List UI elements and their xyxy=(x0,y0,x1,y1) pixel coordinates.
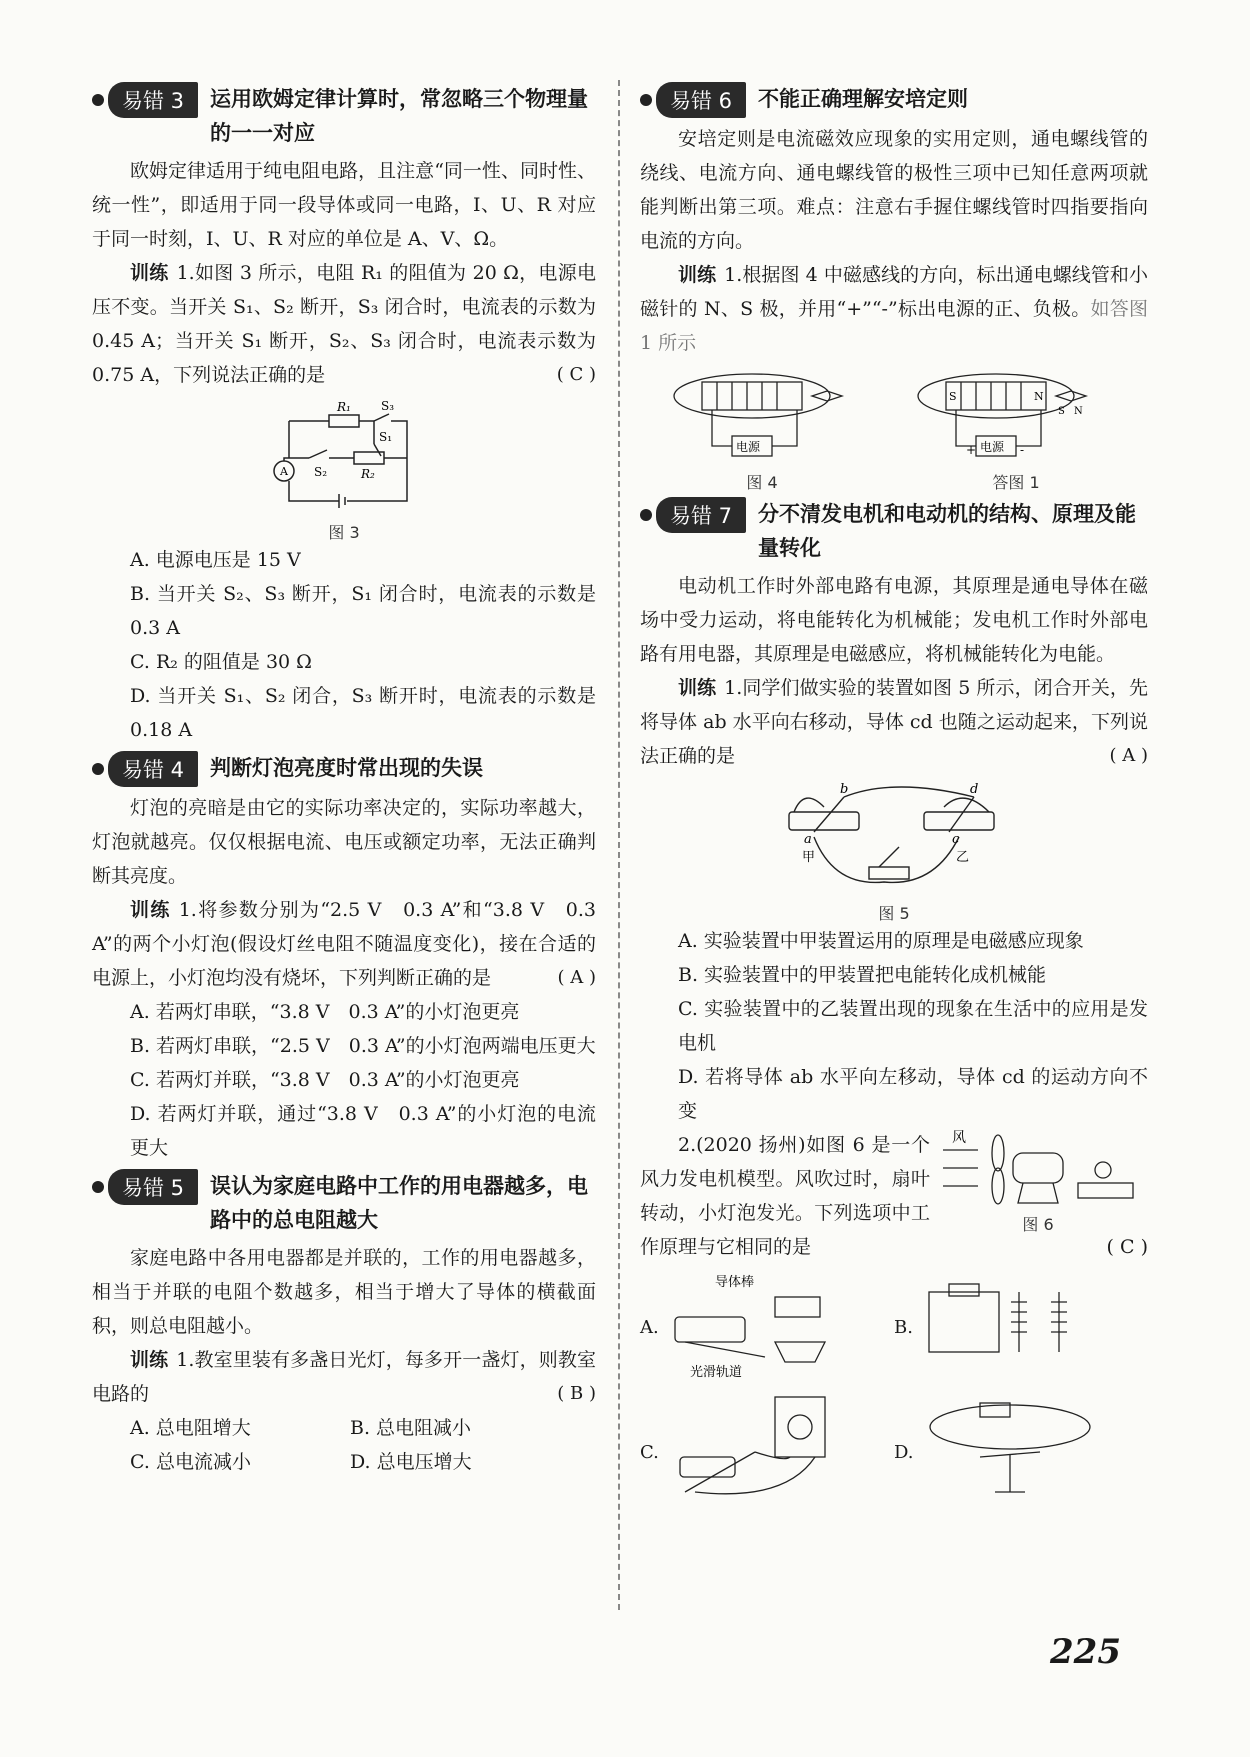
option-c: C. 实验装置中的乙装置出现的现象在生活中的应用是发电机 xyxy=(678,998,1148,1054)
option-b: B. 若两灯串联，“2.5 V 0.3 A”的小灯泡两端电压更大 xyxy=(130,1035,596,1057)
wind-generator-figure xyxy=(938,1128,1138,1208)
wind-label: 风 xyxy=(952,1130,966,1146)
bullet-icon xyxy=(640,509,652,521)
option-a: A. 若两灯串联，“3.8 V 0.3 A”的小灯泡更亮 xyxy=(130,1001,520,1023)
bullet-icon xyxy=(92,763,104,775)
choice-d-label: D. xyxy=(894,1441,914,1463)
choice-a-label: A. xyxy=(640,1316,659,1338)
choice-figures xyxy=(640,1272,1148,1512)
training-label: 训练 xyxy=(678,677,717,699)
question-text: 1.将参数分别为“2.5 V 0.3 A”和“3.8 V 0.3 A”的两个小灯泡(假设灯丝电阻不随温度变化)，接在合适的电源上，小灯泡均没有烧坏，下列判断正确的是 xyxy=(92,899,596,989)
section-intro: 灯泡的亮暗是由它的实际功率决定的，实际功率越大，灯泡就越亮。仅仅根据电流、电压或额定功率，无法正确判断其亮度。 xyxy=(92,797,596,887)
pole-s-label: S xyxy=(949,390,957,403)
figures-row xyxy=(640,366,1148,493)
power-label: 电源 xyxy=(980,440,1005,454)
section-badge: 易错 6 xyxy=(656,82,746,118)
options-row xyxy=(92,1411,596,1445)
label-a: a xyxy=(804,832,812,847)
section-title: 误认为家庭电路中工作的用电器越多，电路中的总电阻越大 xyxy=(210,1174,589,1232)
r1-label: R₁ xyxy=(337,400,351,414)
plus-label: + xyxy=(966,443,977,457)
question-text: 1.教室里装有多盏日光灯，每多开一盏灯，则教室电路的 xyxy=(92,1349,596,1405)
section-heading-5 xyxy=(92,1169,596,1237)
section-heading-7 xyxy=(640,497,1148,565)
option-a: A. 电源电压是 15 V xyxy=(130,549,301,571)
option-a: A. 总电阻增大 xyxy=(130,1417,251,1439)
section-intro: 安培定则是电流磁效应现象的实用定则，通电螺线管的绕线、电流方向、通电螺线管的极性三项中已知任意两项就能判断出第三项。难点：注意右手握住螺线管时四指要指向电流的方向。 xyxy=(640,128,1148,252)
answer: ( C ) xyxy=(556,364,596,385)
figure-caption: 图 5 xyxy=(878,904,910,923)
question xyxy=(640,671,1148,773)
electromagnet-figure xyxy=(919,1272,1099,1382)
section-heading-3 xyxy=(92,82,596,150)
section-intro: 电动机工作时外部电路有电源，其原理是通电导体在磁场中受力运动，将电能转化为机械能；发电机工作时外部电路有用电器，其原理是电磁感应，将机械能转化为电能。 xyxy=(640,575,1148,665)
motor-generator-figure xyxy=(774,777,1014,897)
compass-wire-figure xyxy=(920,1397,1100,1507)
s1-label: S₁ xyxy=(379,430,393,444)
section-heading-6 xyxy=(640,82,1148,118)
ammeter-label: A xyxy=(280,465,288,478)
s3-label: S₃ xyxy=(381,399,395,413)
answer-figure-1 xyxy=(916,366,1116,493)
question-2-block xyxy=(640,1128,1148,1264)
answer-hint: 如答图 1 所示 xyxy=(640,298,1148,354)
figure-caption: 图 3 xyxy=(328,523,360,542)
choice-c-figure xyxy=(640,1392,894,1512)
choice-a-figure xyxy=(640,1272,894,1382)
training-label: 训练 xyxy=(130,262,169,284)
option-b: B. 当开关 S₂、S₃ 断开，S₁ 闭合时，电流表的示数是 0.3 A xyxy=(130,583,596,639)
section-intro: 家庭电路中各用电器都是并联的，工作的用电器越多，相当于并联的电阻个数越多，相当于增大了导体的横截面积，则总电阻越小。 xyxy=(92,1247,596,1337)
rail-figure xyxy=(665,1272,845,1382)
minus-label: - xyxy=(1020,443,1025,457)
option-d: D. 若两灯并联，通过“3.8 V 0.3 A”的小灯泡的电流更大 xyxy=(130,1103,596,1159)
choice-c-label: C. xyxy=(640,1441,659,1463)
section-heading-4 xyxy=(92,751,596,787)
section-intro: 欧姆定律适用于纯电阻电路，且注意“同一性、同时性、统一性”，即适用于同一段导体或同一电路，I、U、R 对应于同一时刻，I、U、R 对应的单位是 A、V、Ω。 xyxy=(92,160,596,250)
label-c: c xyxy=(952,832,960,847)
needle-n-label: N xyxy=(1074,406,1083,417)
circuit-figure-3 xyxy=(269,396,419,516)
section-badge: 易错 5 xyxy=(108,1169,198,1205)
solenoid-figure xyxy=(672,366,852,466)
column-divider xyxy=(618,80,620,1610)
pole-n-label: N xyxy=(1034,390,1044,403)
figure-4 xyxy=(672,366,852,493)
figure-caption: 答图 1 xyxy=(992,473,1040,492)
training-label: 训练 xyxy=(130,899,171,921)
question xyxy=(92,893,596,995)
question-2-text: 2.(2020 扬州)如图 6 是一个风力发电机模型。风吹过时，扇叶转动，小灯泡发光。下列选项中工作原理与它相同的是 xyxy=(640,1134,930,1258)
option-d: D. 总电压增大 xyxy=(350,1451,472,1473)
section-badge: 易错 4 xyxy=(108,751,198,787)
figure-caption: 图 6 xyxy=(1022,1215,1054,1234)
label-yi: 乙 xyxy=(956,850,970,865)
answer: ( A ) xyxy=(1109,745,1148,766)
section-title: 判断灯泡亮度时常出现的失误 xyxy=(210,756,484,780)
training-label: 训练 xyxy=(130,1349,169,1371)
question-text: 1.同学们做实验的装置如图 5 所示，闭合开关，先将导体 ab 水平向右移动，导体 cd 也随之运动起来，下列说法正确的是 xyxy=(640,677,1148,767)
conductor-rod-label: 导体棒 xyxy=(714,1275,754,1290)
bullet-icon xyxy=(92,1181,104,1193)
question xyxy=(92,1343,596,1411)
solenoid-answer-figure xyxy=(916,366,1116,466)
label-d: d xyxy=(970,782,979,797)
section-badge: 易错 7 xyxy=(656,497,746,533)
section-title: 分不清发电机和电动机的结构、原理及能量转化 xyxy=(758,502,1137,560)
bullet-icon xyxy=(92,94,104,106)
label-b: b xyxy=(840,782,849,797)
left-column xyxy=(92,78,596,1479)
section-title: 不能正确理解安培定则 xyxy=(758,87,969,111)
choice-b-label: B. xyxy=(894,1316,913,1338)
question-text: 1.如图 3 所示，电阻 R₁ 的阻值为 20 Ω，电源电压不变。当开关 S₁、S₂ 断开，S₃ 闭合时，电流表的示数为 0.45 A；当开关 S₁ 断开，S₂、S₃ 闭合时，电流表示数为 0.75 A，下列说法正确的是 xyxy=(92,262,596,386)
question xyxy=(92,256,596,392)
needle-s-label: S xyxy=(1058,406,1065,417)
option-d: D. 当开关 S₁、S₂ 闭合，S₃ 断开时，电流表的示数是 0.18 A xyxy=(130,685,596,741)
option-b: B. 总电阻减小 xyxy=(350,1417,472,1439)
option-c: C. R₂ 的阻值是 30 Ω xyxy=(130,651,312,673)
rail-label: 光滑轨道 xyxy=(689,1365,742,1380)
right-column xyxy=(640,78,1148,1512)
option-c: C. 若两灯并联，“3.8 V 0.3 A”的小灯泡更亮 xyxy=(130,1069,520,1091)
question xyxy=(640,258,1148,360)
power-label: 电源 xyxy=(736,440,761,454)
bullet-icon xyxy=(640,94,652,106)
option-c: C. 总电流减小 xyxy=(130,1451,251,1473)
answer: ( A ) xyxy=(557,967,596,988)
answer: ( C ) xyxy=(1106,1236,1148,1258)
s2-label: S₂ xyxy=(314,465,328,479)
options-row xyxy=(92,1445,596,1479)
option-d: D. 若将导体 ab 水平向左移动，导体 cd 的运动方向不变 xyxy=(678,1066,1148,1122)
section-title: 运用欧姆定律计算时，常忽略三个物理量的一一对应 xyxy=(210,87,589,145)
choice-b-figure xyxy=(894,1272,1148,1382)
page-number: 225 xyxy=(1050,1632,1121,1672)
option-b: B. 实验装置中的甲装置把电能转化成机械能 xyxy=(678,964,1047,986)
section-badge: 易错 3 xyxy=(108,82,198,118)
label-jia: 甲 xyxy=(802,850,816,865)
choice-d-figure xyxy=(894,1392,1148,1512)
figure-caption: 图 4 xyxy=(746,473,778,492)
galvanometer-figure xyxy=(665,1392,845,1512)
question-text: 1.根据图 4 中磁感线的方向，标出通电螺线管和小磁针的 N、S 极，并用“+”“-”标出电源的正、负极。 xyxy=(640,264,1148,320)
training-label: 训练 xyxy=(678,264,717,286)
answer: ( B ) xyxy=(557,1383,596,1404)
r2-label: R₂ xyxy=(361,467,375,481)
option-a: A. 实验装置中甲装置运用的原理是电磁感应现象 xyxy=(678,930,1084,952)
